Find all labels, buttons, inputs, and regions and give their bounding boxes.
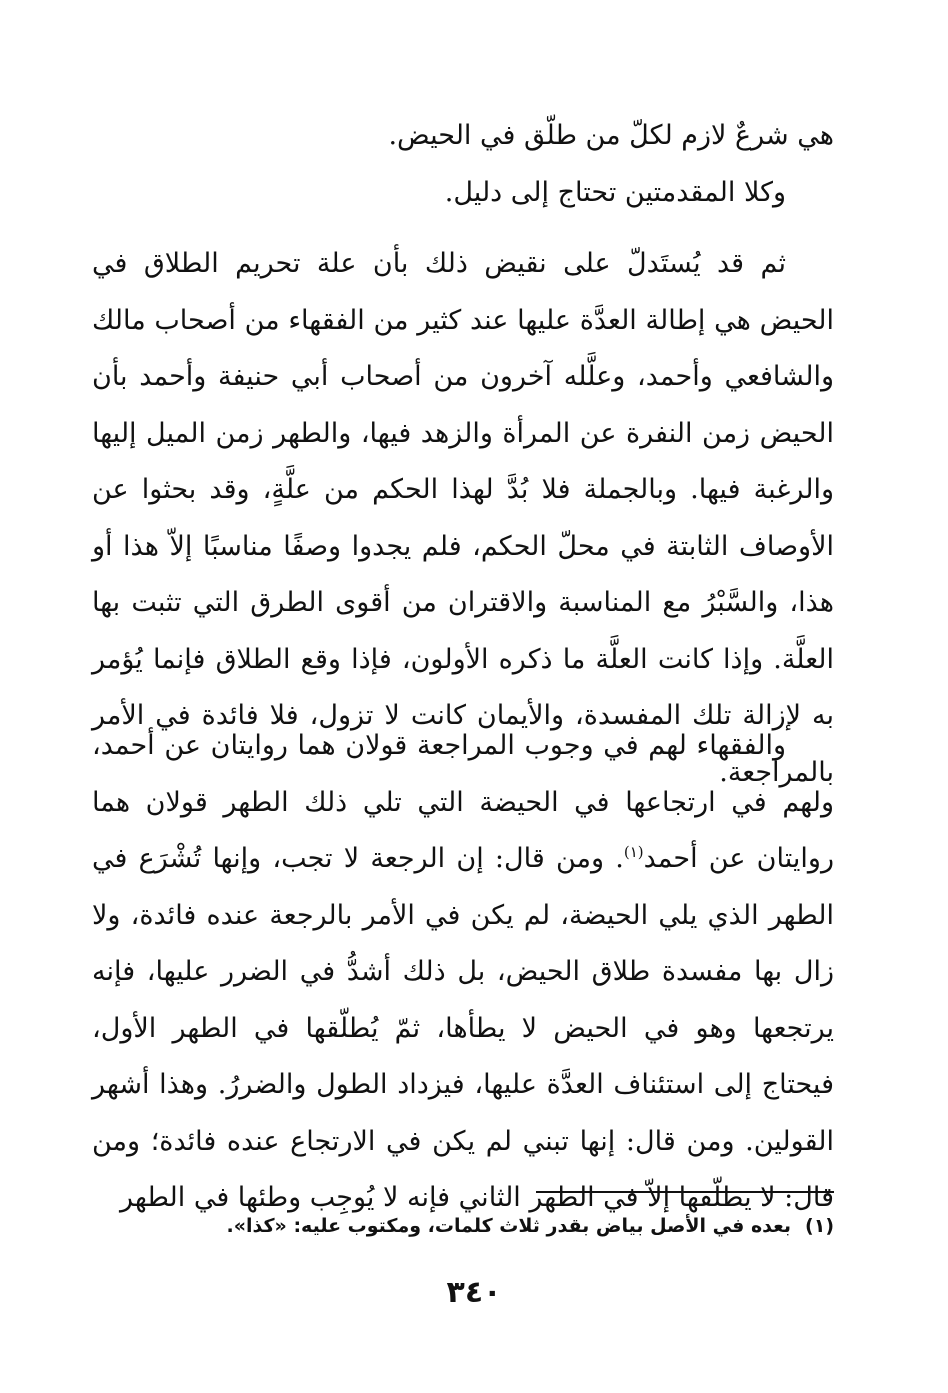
footnote	[200, 1206, 834, 1246]
paragraph-3-text	[92, 718, 834, 1227]
paragraph-2-text: ثم قد يُستَدلّ على نقيض ذلك بأن علة تحريم الطلاق في الحيض هي إطالة العدَّة عليها عند كثير من الفقهاء من أصحاب مالك والشافعي وأحمد، وعلَّله آخرون من أصحاب أبي حنيفة وأحمد بأن الحيض زمن النفرة عن المرأة والزهد فيها، والطهر زمن الميل إليها والرغبة فيها. وبالجملة فلا بُدَّ لهذا الحكم من علَّةٍ، وقد بحثوا عن الأوصاف الثابتة في محلّ الحكم، فلم يجدوا وصفًا مناسبًا إلاّ هذا أو هذا، والسَّبْرُ مع المناسبة والاقتران من أقوى الطرق التي تثبت بها العلَّة. وإذا كانت العلَّة ما ذكره الأولون، فإذا وقع الطلاق فإنما يُؤمر به لإزالة تلك المفسدة، والأيمان كانت لا تزول، فلا فائدة في الأمر بالمراجعة.	[92, 248, 834, 788]
footnote-divider	[536, 1191, 834, 1193]
footnote-number: (١)	[805, 1215, 834, 1237]
intro-text	[92, 108, 834, 221]
paragraph-2	[92, 236, 834, 801]
footnote-reference[interactable]: (١)	[623, 843, 644, 861]
footnote-text: بعده في الأصل بياض بقدر ثلاث كلمات، ومكتوب عليه: «كذا».	[226, 1215, 792, 1237]
intro-line-2: وكلا المقدمتين تحتاج إلى دليل.	[444, 176, 786, 208]
page-number: ٣٤٠	[446, 1275, 502, 1310]
paragraph-3-part-2: . ومن قال: إن الرجعة لا تجب، وإنها تُشْرَع في الطهر الذي يلي الحيضة، لم يكن في الأمر بالرجعة عنده فائدة، ولا زال بها مفسدة طلاق الحيض، بل ذلك أشدُّ في الضرر عليها، فإنه يرتجعها وهو في الحيض لا يطأها، ثمّ يُطلّقها في الطهر الأول، فيحتاج إلى استئناف العدَّة عليها، فيزداد الطول والضررُ. وهذا أشهر القولين. ومن قال: إنها تبني لم يكن في الارتجاع عنده فائدة؛ ومن قال: لا يطلّقها إلاّ في الطهر الثاني فإنه لا يُوجِب وطئها في الطهر	[92, 843, 834, 1213]
paragraph-3	[92, 718, 834, 1227]
intro-line-1: هي شرعٌ لازم لكلّ من طلّق في الحيض.	[388, 120, 834, 151]
paragraph-3-part-1: والفقهاء لهم في وجوب المراجعة قولان هما روايتان عن أحمد، ولهم في ارتجاعها في الحيضة التي تلي ذلك الطهر قولان هما روايتان عن أحمد	[92, 730, 834, 874]
